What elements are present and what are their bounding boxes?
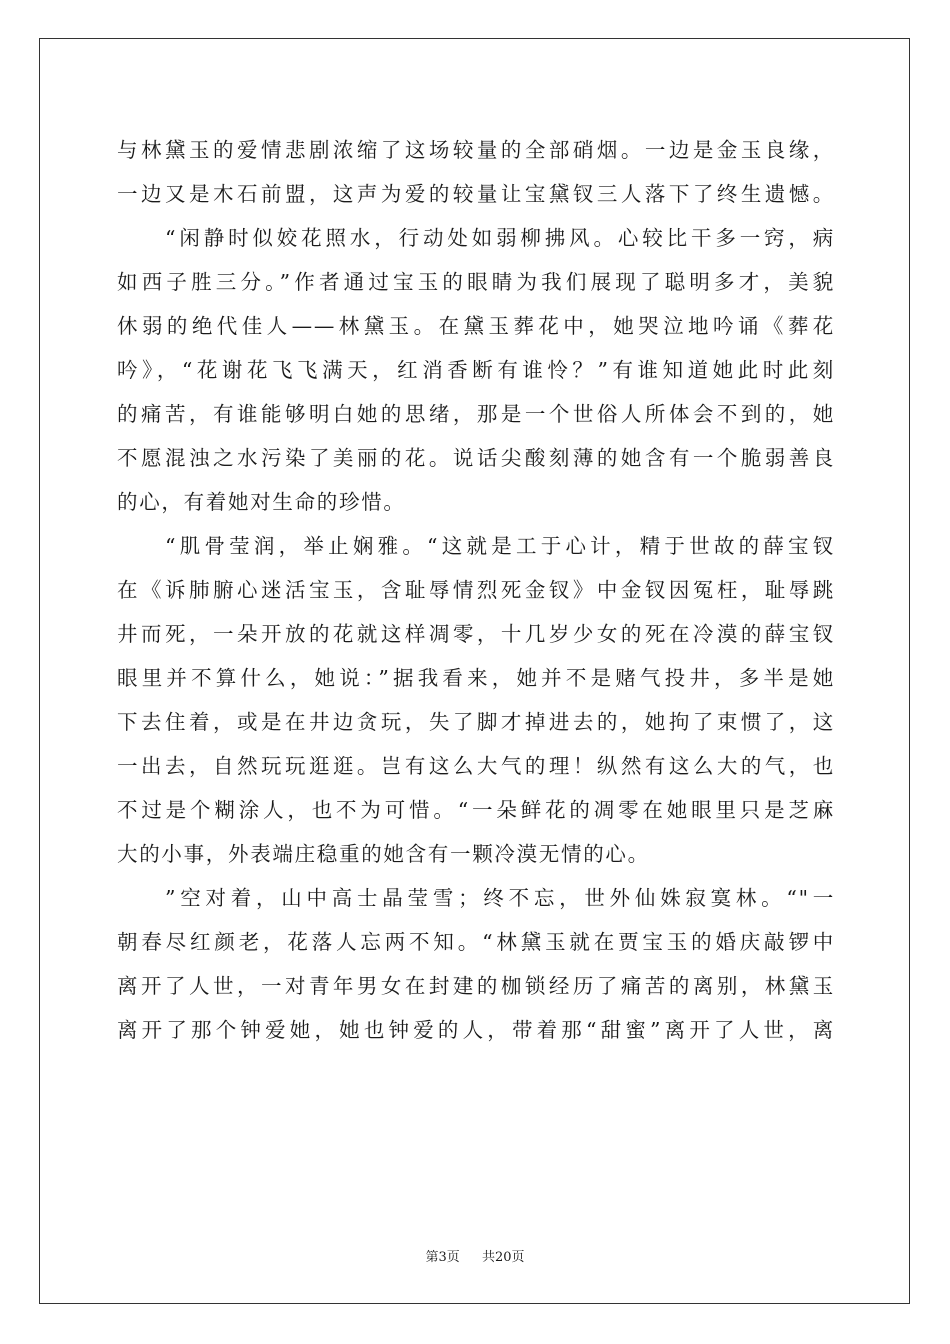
text-line: 下去住着，或是在井边贪玩，失了脚才掉进去的，她拘了束惯了，这: [117, 710, 835, 734]
text-line: 如西子胜三分。”作者通过宝玉的眼睛为我们展现了聪明多才，美貌: [117, 270, 835, 294]
document-body: [117, 128, 835, 1052]
text-line: 井而死，一朵开放的花就这样凋零，十几岁少女的死在冷漠的薛宝钗: [117, 622, 835, 646]
text-line: 在《诉肺腑心迷活宝玉，含耻辱情烈死金钗》中金钗因冤枉，耻辱跳: [117, 578, 835, 602]
text-line: 休弱的绝代佳人——林黛玉。在黛玉葬花中，她哭泣地吟诵《葬花: [117, 314, 835, 338]
text-line: 离开了人世，一对青年男女在封建的枷锁经历了痛苦的离别，林黛玉: [117, 974, 835, 998]
text-line: 不愿混浊之水污染了美丽的花。说话尖酸刻薄的她含有一个脆弱善良: [117, 446, 835, 470]
text-line: 一边又是木石前盟，这声为爱的较量让宝黛钗三人落下了终生遗憾。: [117, 182, 835, 206]
text-line: “闲静时似姣花照水，行动处如弱柳拂风。心较比干多一窍，病: [165, 226, 835, 250]
text-line: “肌骨莹润，举止娴雅。“这就是工于心计，精于世故的薛宝钗: [165, 534, 835, 558]
text-line: 的心，有着她对生命的珍惜。: [117, 490, 406, 514]
text-line: 朝春尽红颜老，花落人忘两不知。“林黛玉就在贾宝玉的婚庆敲锣中: [117, 930, 835, 954]
text-line: 离开了那个钟爱她，她也钟爱的人，带着那“甜蜜”离开了人世，离: [117, 1018, 835, 1042]
text-line: ”空对着，山中高士晶莹雪；终不忘，世外仙姝寂寞林。“"一: [165, 886, 835, 910]
page-number: 第3页: [425, 1250, 460, 1265]
text-line: 吟》，“花谢花飞飞满天，红消香断有谁怜？”有谁知道她此时此刻: [117, 358, 835, 382]
text-line: 眼里并不算什么，她说：”据我看来，她并不是赌气投井，多半是她: [117, 666, 835, 690]
text-line: 与林黛玉的爱情悲剧浓缩了这场较量的全部硝烟。一边是金玉良缘，: [117, 138, 835, 162]
text-line: 的痛苦，有谁能够明白她的思绪，那是一个世俗人所体会不到的，她: [117, 402, 835, 426]
text-line: 大的小事，外表端庄稳重的她含有一颗冷漠无情的心。: [117, 842, 650, 866]
text-line: 不过是个糊涂人，也不为可惜。“一朵鲜花的凋零在她眼里只是芝麻: [117, 798, 835, 822]
page-footer: [0, 1246, 950, 1265]
text-line: 一出去，自然玩玩逛逛。岂有这么大气的理！纵然有这么大的气，也: [117, 754, 835, 778]
page-total: 共20页: [482, 1250, 525, 1265]
